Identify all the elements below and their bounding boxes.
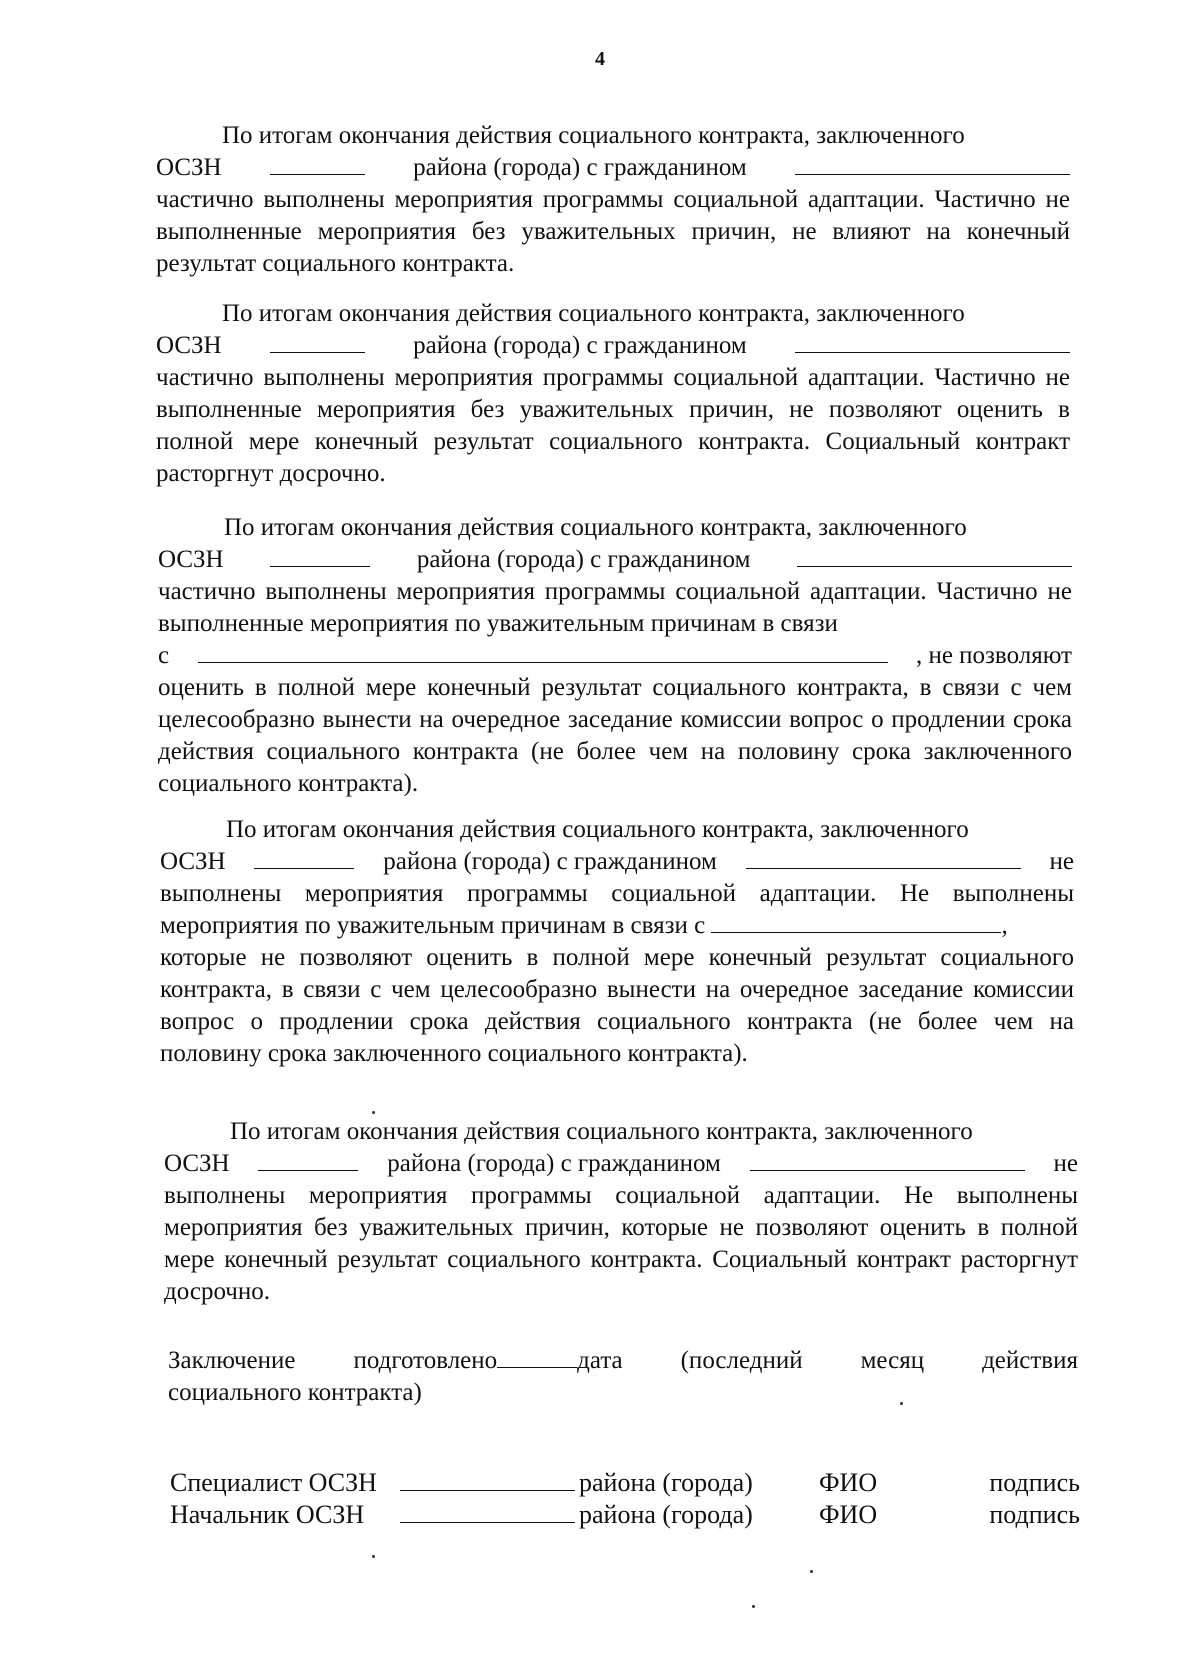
page-number: 4 xyxy=(595,48,605,70)
paragraph-4: По итогам окончания действия социального контракта, заключенного ОСЗН района (города) с гражданином не выполнены мероприятия программы социальной адаптации. Не выполнены мероприятия по уважительным причинам в связи с , которые не позволяют оценить в полной мере конечный результат социального контракта, в связи с чем целесообразно вынести на очередное заседание комиссии вопрос о продлении срока действия социального контракта (не более чем на половину срока заключенного социального контракта). xyxy=(160,814,1074,1070)
paragraph-body-2: оценить в полной мере конечный результат социального контракта, в связи с чем целесообразно вынести на очередное заседание комиссии вопрос о продлении срока действия социального контракта (не более чем на половину срока заключенного социального контракта). xyxy=(158,674,1072,797)
paragraph-2: По итогам окончания действия социального контракта, заключенного ОСЗН района (города) с гражданином частично выполнены мероприятия программы социальной адаптации. Частично не выполненные мероприятия без уважительных причин, не позволяют оценить в полной мере конечный результат социального контракта. Социальный контракт расторгнут досрочно. xyxy=(156,298,1070,490)
scan-speck xyxy=(900,1402,903,1405)
scan-speck xyxy=(372,1111,375,1114)
paragraph-5: По итогам окончания действия социального контракта, заключенного ОСЗН района (города) с гражданином не выполнены мероприятия программы социальной адаптации. Не выполнены мероприятия без уважительных причин, которые не позволяют оценить в полной мере конечный результат социального контракта. Социальный контракт расторгнут досрочно. xyxy=(164,1116,1078,1308)
paragraph-body: частично выполнены мероприятия программы социальной адаптации. Частично не выполненные мероприятия по уважительным причинам в связи xyxy=(158,578,1072,637)
paragraph-3: По итогам окончания действия социального контракта, заключенного ОСЗН района (города) с гражданином частично выполнены мероприятия программы социальной адаптации. Частично не выполненные мероприятия по уважительным причинам в связи с , не позволяют оценить в полной мере конечный результат социального контракта, в связи с чем целесообразно вынести на очередное заседание комиссии вопрос о продлении срока действия социального контракта (не более чем на половину срока заключенного социального контракта). xyxy=(158,512,1072,800)
scan-speck xyxy=(752,1605,755,1608)
paragraph-body: частично выполнены мероприятия программы социальной адаптации. Частично не выполненные мероприятия без уважительных причин, не позволяют оценить в полной мере конечный результат социального контракта. Социальный контракт расторгнут досрочно. xyxy=(156,364,1070,487)
paragraph-osz-line: ОСЗН района (города) с гражданином xyxy=(156,152,1070,184)
conclusion: Заключение подготовлено дата (последний месяц действия социального контракта) xyxy=(168,1347,1078,1406)
paragraph-body: частично выполнены мероприятия программы социальной адаптации. Частично не выполненные мероприятия без уважительных причин, не влияют на конечный результат социального контракта. xyxy=(156,186,1070,277)
signature-row-specialist: Специалист ОСЗН района (города) ФИО подпись xyxy=(170,1468,1080,1497)
scan-speck xyxy=(810,1570,813,1573)
paragraph-body: выполнены мероприятия программы социальной адаптации. Не выполнены мероприятия без уважительных причин, которые не позволяют оценить в полной мере конечный результат социального контракта. Социальный контракт расторгнут досрочно. xyxy=(164,1182,1078,1305)
signature-blank xyxy=(400,1500,575,1523)
paragraph-lead: По итогам окончания действия социального контракта, заключенного xyxy=(222,122,965,149)
paragraph-body-2: которые не позволяют оценить в полной мере конечный результат социального контракта, в связи с чем целесообразно вынести на очередное заседание комиссии вопрос о продлении срока действия социального контракта (не более чем на половину срока заключенного социального контракта). xyxy=(160,944,1074,1067)
paragraph-body: выполнены мероприятия программы социальной адаптации. Не выполнены xyxy=(160,880,1074,907)
signature-row-chief: Начальник ОСЗН района (города) ФИО подпись xyxy=(170,1500,1080,1529)
paragraph-1 xyxy=(156,120,1070,280)
scan-speck xyxy=(372,1555,375,1558)
signature-blank xyxy=(400,1468,575,1491)
